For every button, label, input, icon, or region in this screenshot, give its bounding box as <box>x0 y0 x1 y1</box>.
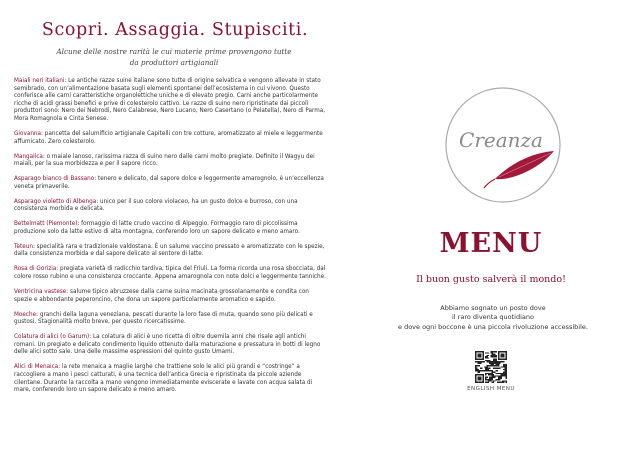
product-description: formaggio di latte crudo vaccino di Alpeggio. Formaggio raro di piccolissima produzione solo da latte estivo di alta montagna, conferendo loro un sapore delicato e meno amaro. <box>14 221 300 235</box>
tagline: Il buon gusto salverà il mondo! <box>416 274 566 285</box>
product-entry <box>14 78 326 124</box>
product-entry <box>14 199 326 214</box>
product-name: Colatura di alici (o Garum): <box>14 334 92 341</box>
description <box>370 304 616 332</box>
description-line-1: Abbiamo sognato un posto dove <box>440 304 546 312</box>
product-description: La colatura di alici è uno ricetta di oltre duemila anni che risale agli antichi romani. Un pregiato e delicato condimento liquido ottenuto dalla maturazione e pressatura in botti di legno delle alici sotto sale. Una delle massime espressioni del quinto gusto Umami. <box>14 334 321 356</box>
product-description: specialità rara e tradizionale valdostana. È un salume vaccino pressato e aromatizzato con le spezie, dalla consistenza morbida e dal sapore delicato al sentore di latte. <box>14 243 325 258</box>
left-column <box>14 20 326 402</box>
product-name: Mangalica: <box>14 153 45 160</box>
product-list <box>14 78 326 395</box>
product-name: Teteun: <box>14 243 35 250</box>
product-description: o maiale lanoso, rarissima razza di suino nero dalle carni molto pregiate. Definito il Wagyu dei maiali, per la sua morbidezza e per il sapore ricco. <box>14 153 315 168</box>
menu-title: MENU <box>439 228 543 259</box>
product-entry <box>14 334 326 357</box>
product-description: tenero e delicato, dal sapore dolce e leggermente amarognolo, è un’eccellenza veneta primaverile. <box>14 176 324 190</box>
product-description: pancetta del salumificio artigianale Capitelli con tre cotture, aromatizzato al miele e leggermente affumicato. Zero colesterolo. <box>14 130 323 145</box>
right-column <box>360 0 640 453</box>
product-description: Le antiche razze suine italiane sono tutte di origine selvatica e vengono allevate in stato semibrado, con un’alimentazione basata sugli elementi spontanei dell’ecosistema in cui vivono. Questo conferisce alle carni caratteristiche organolettiche uniche e di elevato pregio. Carni anche particolarmente ricche di acidi grassi benefici e prive di colesterolo cattivo. Le razze di suino nero ripristinate dai piccoli produttori sono: Nero dei Nebrodi, Nero Calabrese, Nero Lucano, Nero Casertano (o Pelatella), Nero di Parma, Mora Romagnola e Cinta Senese. <box>14 78 326 122</box>
product-description: granchi della laguna veneziana, pescati durante la loro fase di muta, quando sono più delicati e gustosi. Stagionalità molto breve, per questo ricercatissime. <box>14 311 313 326</box>
creanza-logo <box>443 85 563 205</box>
english-menu-link[interactable]: ENGLISH MENU <box>467 386 515 392</box>
product-name: Bettelmatt (Piemonte): <box>14 221 80 228</box>
product-name: Giovanna: <box>14 130 43 137</box>
product-entry <box>14 266 326 281</box>
product-name: Asparago violetto di Albenga: <box>14 198 99 205</box>
product-entry <box>14 244 326 259</box>
subtitle <box>28 47 320 68</box>
product-name: Alici di Menaica: <box>14 364 61 371</box>
page-title: Scopri. Assaggia. Stupisciti. <box>41 20 309 40</box>
description-line-2: il raro diventa quotidiano <box>452 313 534 322</box>
product-name: Ventricina vastese: <box>14 289 69 295</box>
leaf-icon <box>484 151 554 188</box>
product-description: la rete menaica a maglie larghe che trattiene solo le alici più grandi e “costringe” a raccogliere a mano i pesci catturati, è una tecnica dell’antica Grecia e ripristinata da piccole aziende cilentane. Durante la raccolta a mano vengono immediatamente eviscerate e lavate con acqua salata di mare, conferendo loro un sapore delicato e meno amaro. <box>14 364 313 394</box>
product-entry <box>14 364 326 394</box>
product-entry <box>14 312 326 327</box>
product-description: unico per il suo colore violaceo, ha un gusto dolce e burroso, con una consistenza morbida e delicata. <box>14 198 298 213</box>
product-entry <box>14 154 326 169</box>
subtitle-line-2: da produttori artigianali <box>129 57 219 67</box>
qr-code-icon[interactable] <box>475 351 507 383</box>
product-description: pregiata varietà di radicchio tardiva, tipica del Friuli. La forma ricorda una rosa sbocciata, dal colore rosso rubino e una consistenza croccante. Appena amarognola con note dolci e leggermente tanniche. <box>14 266 326 281</box>
subtitle-line-1: Alcune delle nostre rarità le cui materie prime provengono tutte <box>56 47 292 56</box>
product-entry <box>14 221 326 236</box>
product-name: Rosa di Gorizia: <box>14 266 59 273</box>
product-entry <box>14 289 326 304</box>
logo-text: Creanza <box>459 128 543 152</box>
product-entry <box>14 176 326 191</box>
product-name: Moeche: <box>14 311 39 318</box>
product-name: Maiali neri italiani: <box>14 78 67 84</box>
product-description: salume tipico abruzzese dalla carne suina macinata grossolanamente e condita con spezie e abbondante peperoncino, che dona un sapore particolarmente aromatico e sapido. <box>14 289 309 303</box>
product-name: Asparago bianco di Bassano: <box>14 176 97 183</box>
description-line-3: e dove ogni boccone è una piccola rivoluzione accessibile. <box>398 322 588 331</box>
product-entry <box>14 131 326 146</box>
